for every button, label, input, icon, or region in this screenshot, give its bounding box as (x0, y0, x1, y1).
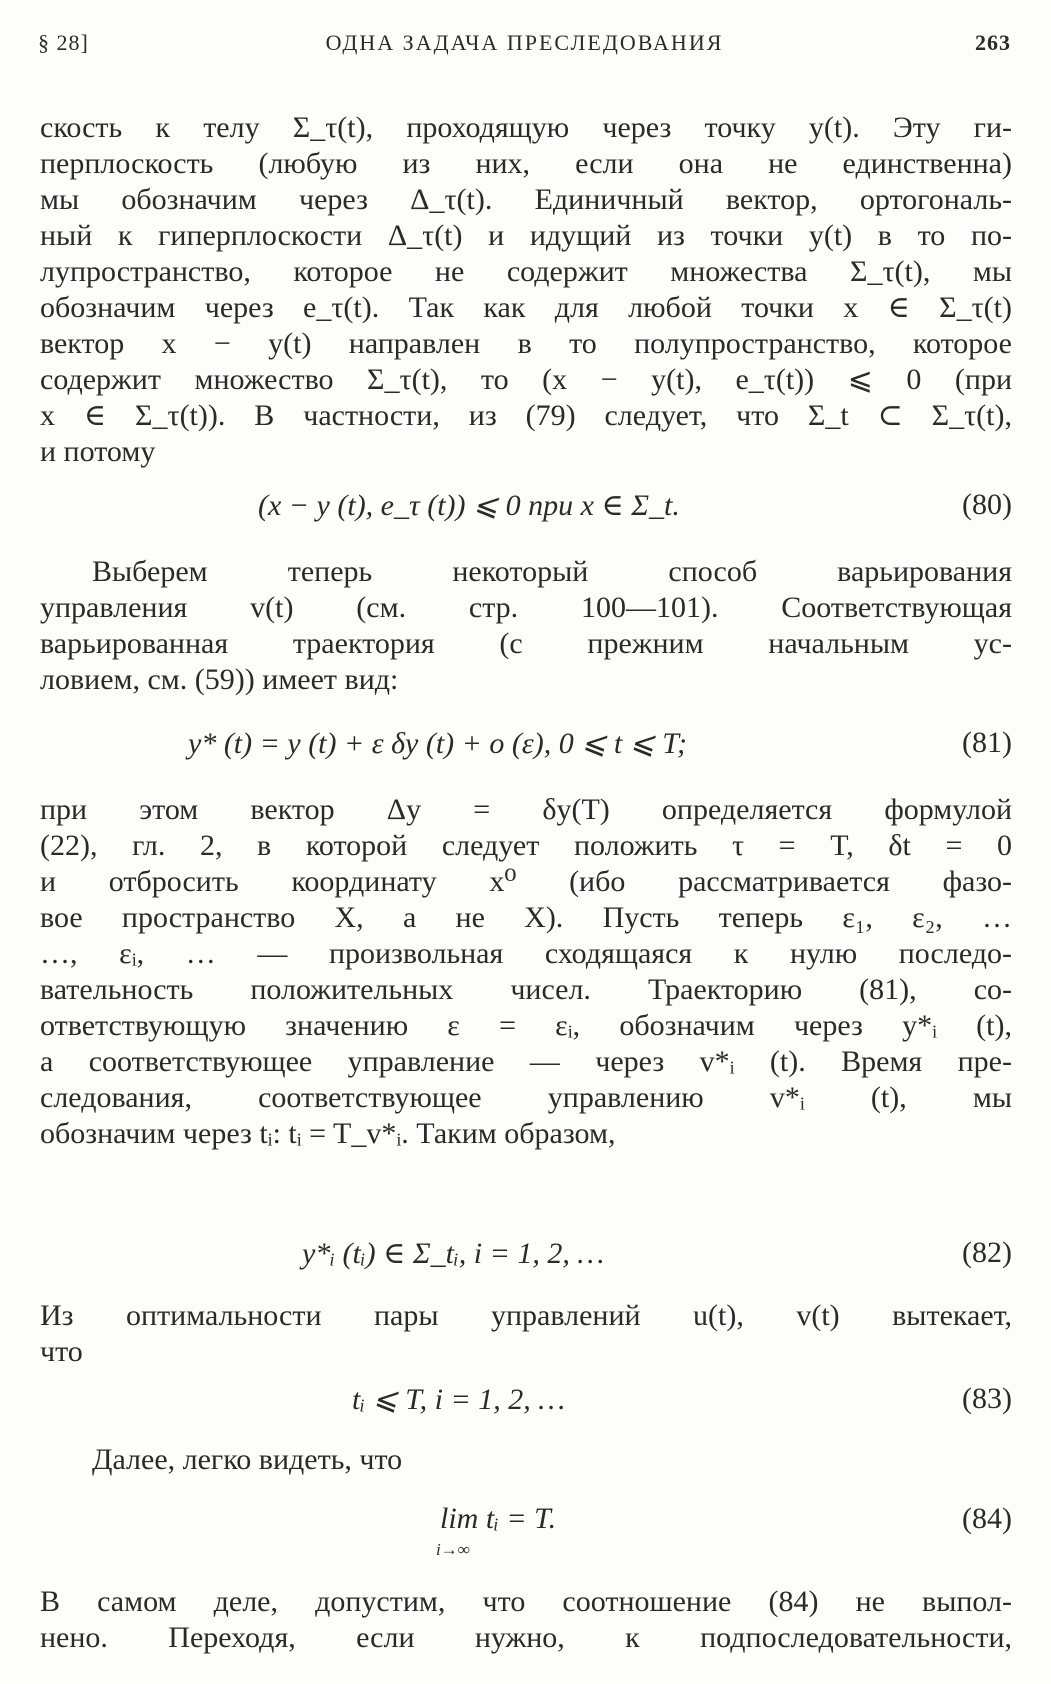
text-line: ответствующую значению ε = εᵢ, обозначим через y*ᵢ (t), (40, 1009, 1012, 1042)
paragraph-2 (40, 554, 1012, 698)
text-line: ный к гиперплоскости Δ_τ(t) и идущий из точки y(t) в то по- (40, 219, 1012, 252)
equation-expression: y* (t) = y (t) + ε δy (t) + o (ε), 0 ⩽ t ⩽ T; (188, 727, 688, 760)
equation-number: (80) (962, 488, 1012, 521)
text-line: варьированная траектория (с прежним начальным ус- (40, 627, 1012, 660)
equation-83 (40, 1382, 1012, 1422)
equation-expression: lim tᵢ = T. (440, 1502, 557, 1535)
text-line: содержит множество Σ_τ(t), то (x − y(t), e_τ(t)) ⩽ 0 (при (40, 363, 1012, 396)
page-number: 263 (975, 30, 1011, 55)
text-line: Далее, легко видеть, что (92, 1443, 403, 1476)
text-line: …, εᵢ, … — произвольная сходящаяся к нулю последо- (40, 937, 1012, 970)
section-marker: § 28] (38, 30, 89, 55)
text-line: и потому (40, 435, 156, 468)
text-line: вательность положительных чисел. Траекторию (81), со- (40, 973, 1012, 1006)
text-line: В самом деле, допустим, что соотношение (84) не выпол- (40, 1585, 1012, 1618)
chapter-title: ОДНА ЗАДАЧА ПРЕСЛЕДОВАНИЯ (325, 30, 724, 55)
text-line: Из оптимальности пары управлений u(t), v(t) вытекает, (40, 1299, 1012, 1332)
equation-84 (40, 1502, 1012, 1559)
text-line: мы обозначим через Δ_τ(t). Единичный вектор, ортогональ- (40, 183, 1012, 216)
equation-number: (84) (962, 1502, 1012, 1535)
paragraph-1 (40, 110, 1012, 470)
text-line: Выберем теперь некоторый способ варьирования (92, 555, 1012, 588)
paragraph-3 (40, 792, 1012, 1152)
text-line: перплоскость (любую из них, если она не единственна) (40, 147, 1012, 180)
paragraph-4 (40, 1298, 1012, 1370)
text-line: (22), гл. 2, в которой следует положить τ = T, δt = 0 (40, 829, 1012, 862)
text-line: управления v(t) (см. стр. 100—101). Соответствующая (40, 591, 1012, 624)
text-line: x ∈ Σ_τ(t)). В частности, из (79) следует, что Σ_t ⊂ Σ_τ(t), (40, 399, 1012, 432)
text-line: ловием, см. (59)) имеет вид: (40, 663, 399, 696)
text-line: скость к телу Σ_τ(t), проходящую через точку y(t). Эту ги- (40, 111, 1012, 144)
text-line: а соответствующее управление — через v*ᵢ (t). Время пре- (40, 1045, 1012, 1078)
equation-number: (83) (962, 1382, 1012, 1415)
equation-number: (81) (962, 726, 1012, 759)
equation-expression: y*ᵢ (tᵢ) ∈ Σ_tᵢ, i = 1, 2, … (302, 1237, 604, 1270)
equation-expression: (x − y (t), e_τ (t)) ⩽ 0 при x ∈ Σ_t. (258, 489, 680, 522)
paragraph-5 (40, 1442, 1012, 1478)
text-line: что (40, 1335, 83, 1368)
equation-number: (82) (962, 1236, 1012, 1269)
equation-81 (40, 726, 1012, 766)
text-line: обозначим через e_τ(t). Так как для любой точки x ∈ Σ_τ(t) (40, 291, 1012, 324)
text-line: следования, соответствующее управлению v*ᵢ (t), мы (40, 1081, 1012, 1114)
equation-80 (40, 488, 1012, 528)
text-line: и отбросить координату x⁰ (ибо рассматривается фазо- (40, 865, 1012, 898)
text-line: обозначим через tᵢ: tᵢ = T_v*ᵢ. Таким образом, (40, 1117, 616, 1150)
equation-82 (40, 1236, 1012, 1276)
text-line: нено. Переходя, если нужно, к подпоследовательности, (40, 1621, 1012, 1654)
running-header (38, 30, 1011, 64)
text-line: лупространство, которое не содержит множества Σ_τ(t), мы (40, 255, 1012, 288)
equation-expression: tᵢ ⩽ T, i = 1, 2, … (352, 1383, 565, 1416)
paragraph-6 (40, 1584, 1012, 1656)
text-line: вое пространство X, а не X). Пусть теперь ε₁, ε₂, … (40, 901, 1012, 934)
text-line: вектор x − y(t) направлен в то полупространство, которое (40, 327, 1012, 360)
text-line: при этом вектор Δy = δy(T) определяется формулой (40, 793, 1012, 826)
limit-subscript: i→∞ (436, 1540, 470, 1559)
